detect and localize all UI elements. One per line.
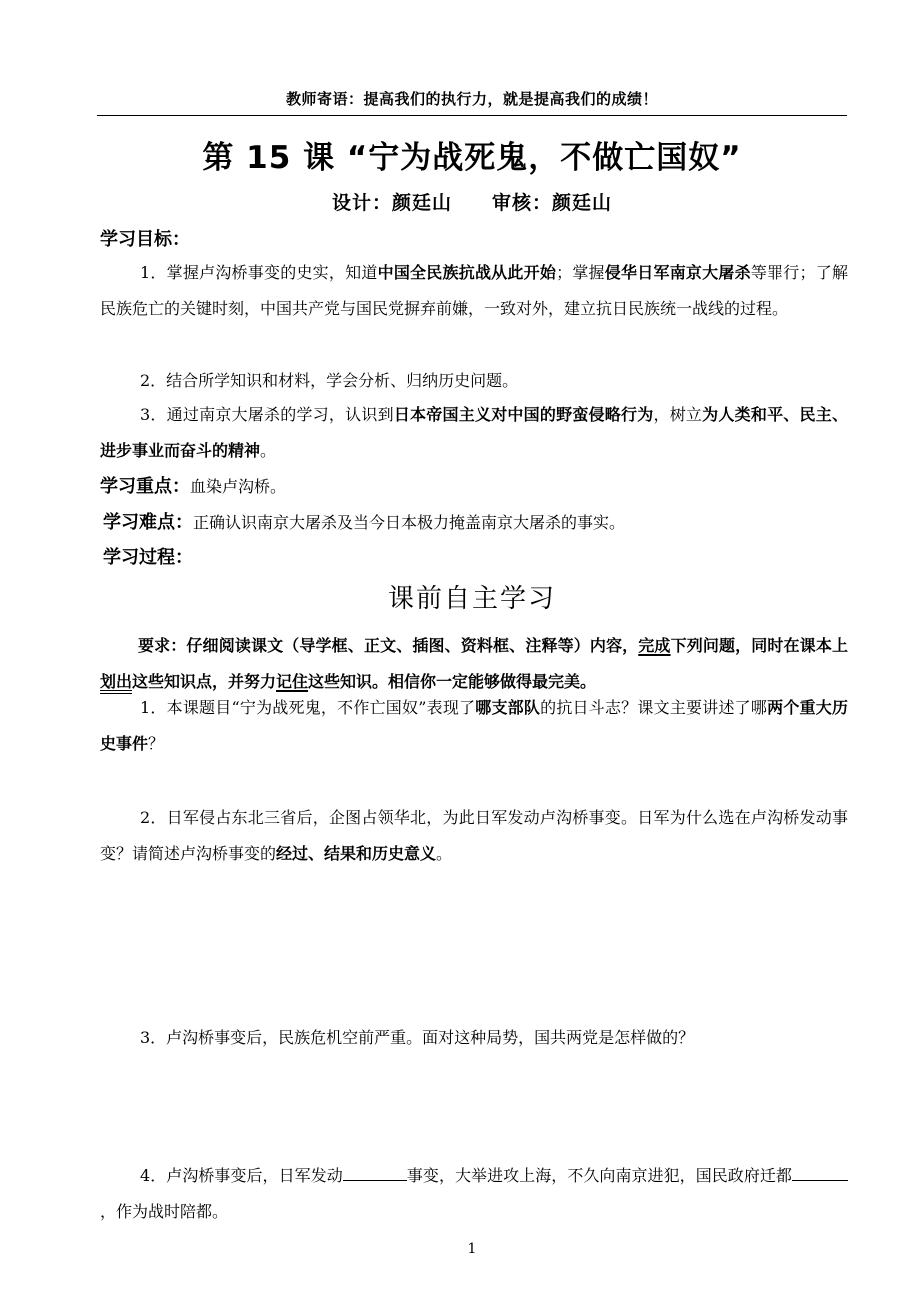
objective-3: 3．通过南京大屠杀的学习，认识到日本帝国主义对中国的野蛮侵略行为，树立为人类和平、民主、进步事业而奋斗的精神。 xyxy=(100,405,848,460)
answer-blank-1[interactable] xyxy=(343,1162,407,1181)
objectives-heading: 学习目标： xyxy=(100,229,190,250)
question-3: 3．卢沟桥事变后，民族危机空前严重。面对这种局势，国共两党是怎样做的？ xyxy=(140,1028,695,1047)
header-rule xyxy=(97,115,847,116)
lesson-title: 第 15 课 “宁为战死鬼，不做亡国奴” xyxy=(202,140,742,176)
objective-2: 2．结合所学知识和材料，学会分析、归纳历史问题。 xyxy=(140,371,519,390)
key-point-text: 血染卢沟桥。 xyxy=(190,477,287,496)
teacher-motto-header: 教师寄语：提高我们的执行力，就是提高我们的成绩！ xyxy=(285,90,658,108)
difficulty-text: 正确认识南京大屠杀及当今日本极力掩盖南京大屠杀的事实。 xyxy=(193,513,626,532)
answer-blank-2[interactable] xyxy=(792,1162,848,1181)
process-heading: 学习过程： xyxy=(103,547,193,568)
difficulty xyxy=(103,508,625,534)
page-number: 1 xyxy=(467,1241,477,1257)
objective-1: 1．掌握卢沟桥事变的史实，知道中国全民族抗战从此开始；掌握侵华日军南京大屠杀等罪行；了解民族危亡的关键时刻，中国共产党与国民党摒弃前嫌，一致对外，建立抗日民族统一战线的过程。 xyxy=(100,263,848,318)
preview-requirement: 要求：仔细阅读课文（导学框、正文、插图、资料框、注释等）内容，完成下列问题，同时在课本上划出这些知识点，并努力记住这些知识。相信你一定能够做得最完美。 xyxy=(100,636,848,691)
byline xyxy=(97,188,847,215)
question-2: 2．日军侵占东北三省后，企图占领华北，为此日军发动卢沟桥事变。日军为什么选在卢沟桥发动事变？请简述卢沟桥事变的经过、结果和历史意义。 xyxy=(100,808,848,863)
key-point xyxy=(100,472,286,498)
difficulty-label: 学习难点： xyxy=(103,512,193,533)
question-1: 1．本课题目“宁为战死鬼，不作亡国奴”表现了哪支部队的抗日斗志？课文主要讲述了哪两个重大历史事件？ xyxy=(100,698,848,753)
key-point-label: 学习重点： xyxy=(100,476,190,497)
designer: 设计：颜廷山 xyxy=(331,192,452,214)
question-4: 4．卢沟桥事变后，日军发动 事变，大举进攻上海，不久向南京进犯，国民政府迁都，作为战时陪都。 xyxy=(100,1158,848,1230)
reviewer: 审核：颜廷山 xyxy=(492,192,613,214)
preview-heading: 课前自主学习 xyxy=(387,584,556,614)
